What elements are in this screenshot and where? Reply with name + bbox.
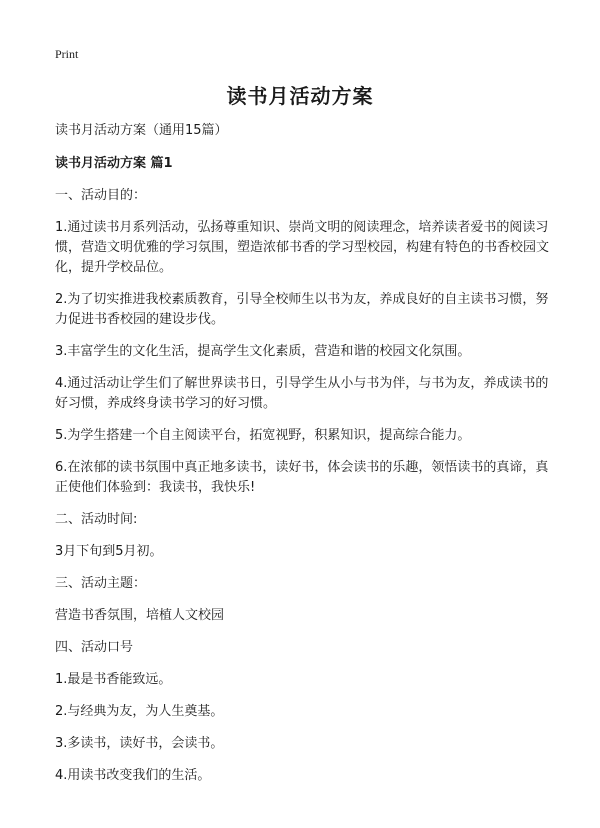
section-heading: 读书月活动方案 篇1 (55, 156, 173, 171)
section-label-theme: 三、活动主题： (55, 576, 147, 591)
section-label-slogan: 四、活动口号 (55, 640, 134, 655)
slogan-item-4: 4.用读书改变我们的生活。 (55, 768, 211, 783)
section-label-purpose: 一、活动目的： (55, 188, 147, 203)
document-title: 读书月活动方案 (226, 84, 374, 108)
document-body (55, 121, 555, 798)
slogan-item-3: 3.多读书，读好书，会读书。 (55, 736, 224, 751)
purpose-item-5: 5.为学生搭建一个自主阅读平台，拓宽视野，积累知识，提高综合能力。 (55, 428, 471, 443)
slogan-item-1: 1.最是书香能致远。 (55, 672, 172, 687)
print-label: Print (55, 47, 79, 61)
purpose-item-3: 3.丰富学生的文化生活，提高学生文化素质，营造和谐的校园文化氛围。 (55, 344, 471, 359)
purpose-item-1: 1.通过读书月系列活动，弘扬尊重知识、崇尚文明的阅读理念，培养读者爱书的阅读习惯，营造文明优雅的学习氛围，塑造浓郁书香的学习型校园，构建有特色的书香校园文化，提升学校品位。 (55, 220, 550, 275)
section-label-time: 二、活动时间: (55, 512, 138, 527)
purpose-item-6: 6.在浓郁的读书氛围中真正地多读书，读好书，体会读书的乐趣，领悟读书的真谛，真正使他们体验到：我读书，我快乐! (55, 460, 549, 495)
document-subtitle: 读书月活动方案（通用15篇） (55, 123, 228, 138)
purpose-item-4: 4.通过活动让学生们了解世界读书日，引导学生从小与书为伴，与书为友，养成读书的好习惯，养成终身读书学习的好习惯。 (55, 376, 549, 411)
time-text: 3月下旬到5月初。 (55, 544, 163, 559)
slogan-item-2: 2.与经典为友，为人生奠基。 (55, 704, 224, 719)
purpose-item-2: 2.为了切实推进我校素质教育，引导全校师生以书为友，养成良好的自主读书习惯，努力促进书香校园的建设步伐。 (55, 292, 549, 327)
theme-text: 营造书香氛围，培植人文校园 (55, 608, 225, 623)
